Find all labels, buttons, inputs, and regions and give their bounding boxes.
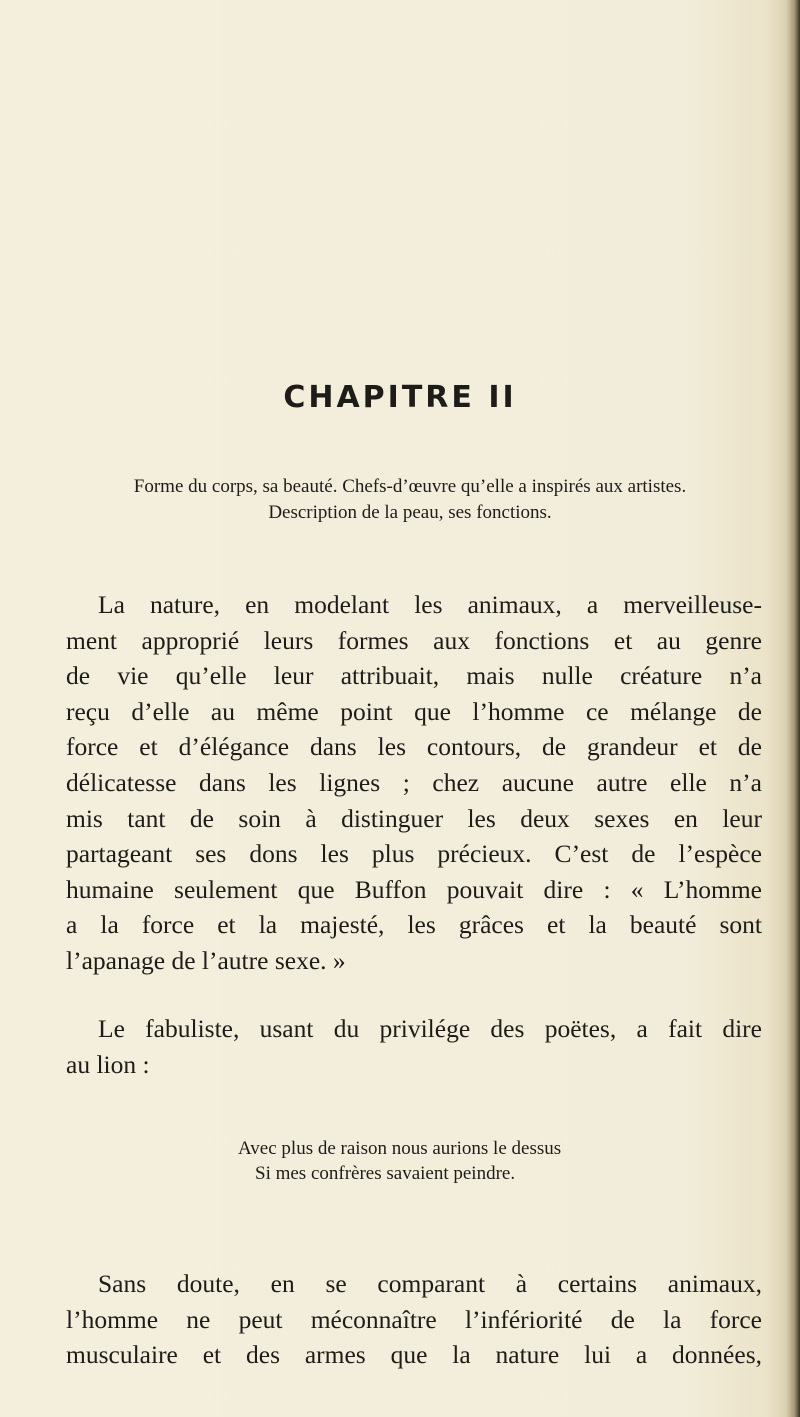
text-line: force et d’élégance dans les contours, de grandeur et de bbox=[66, 732, 762, 762]
summary-line: Description de la peau, ses fonctions. bbox=[268, 502, 552, 523]
text-line: partageant ses dons les plus précieux. C’est de l’espèce bbox=[66, 839, 762, 869]
text-line: l’apanage de l’autre sexe. » bbox=[66, 945, 346, 975]
text-line: humaine seulement que Buffon pouvait dire : « L’homme bbox=[66, 874, 762, 904]
text-line: mis tant de soin à distinguer les deux sexes en leur bbox=[66, 803, 762, 833]
paragraph-1 bbox=[66, 587, 762, 979]
paragraph-3 bbox=[66, 1266, 762, 1373]
text-line: Le fabuliste, usant du privilége des poëtes, a fait dire bbox=[98, 1014, 762, 1043]
text-line: de vie qu’elle leur attribuait, mais nulle créature n’a bbox=[66, 661, 762, 691]
text-line: délicatesse dans les lignes ; chez aucune autre elle n’a bbox=[66, 767, 762, 797]
page-edge-shadow bbox=[786, 0, 800, 1417]
text-line: a la force et la majesté, les grâces et la beauté sont bbox=[66, 910, 762, 940]
text-line: au lion : bbox=[66, 1049, 150, 1079]
text-line: musculaire et des armes que la nature lui a données, bbox=[66, 1340, 762, 1370]
text-line: Sans doute, en se comparant à certains animaux, bbox=[98, 1269, 762, 1298]
chapter-summary bbox=[60, 474, 760, 526]
text-line: l’homme ne peut méconnaître l’infériorité de la force bbox=[66, 1304, 762, 1334]
paragraph-2 bbox=[66, 1011, 762, 1082]
text-line: La nature, en modelant les animaux, a merveilleuse- bbox=[98, 590, 762, 619]
summary-line: Forme du corps, sa beauté. Chefs-d’œuvre qu’elle a inspirés aux artistes. bbox=[133, 476, 687, 497]
text-line: ment approprié leurs formes aux fonctions et au genre bbox=[66, 625, 762, 655]
verse-line: Si mes confrères savaient peindre. bbox=[255, 1163, 516, 1184]
chapter-title: CHAPITRE II bbox=[283, 380, 517, 415]
text-line: reçu d’elle au même point que l’homme ce mélange de bbox=[66, 696, 762, 726]
verse-line: Avec plus de raison nous aurions le dessus bbox=[238, 1138, 562, 1159]
verse-quote bbox=[0, 1136, 800, 1186]
